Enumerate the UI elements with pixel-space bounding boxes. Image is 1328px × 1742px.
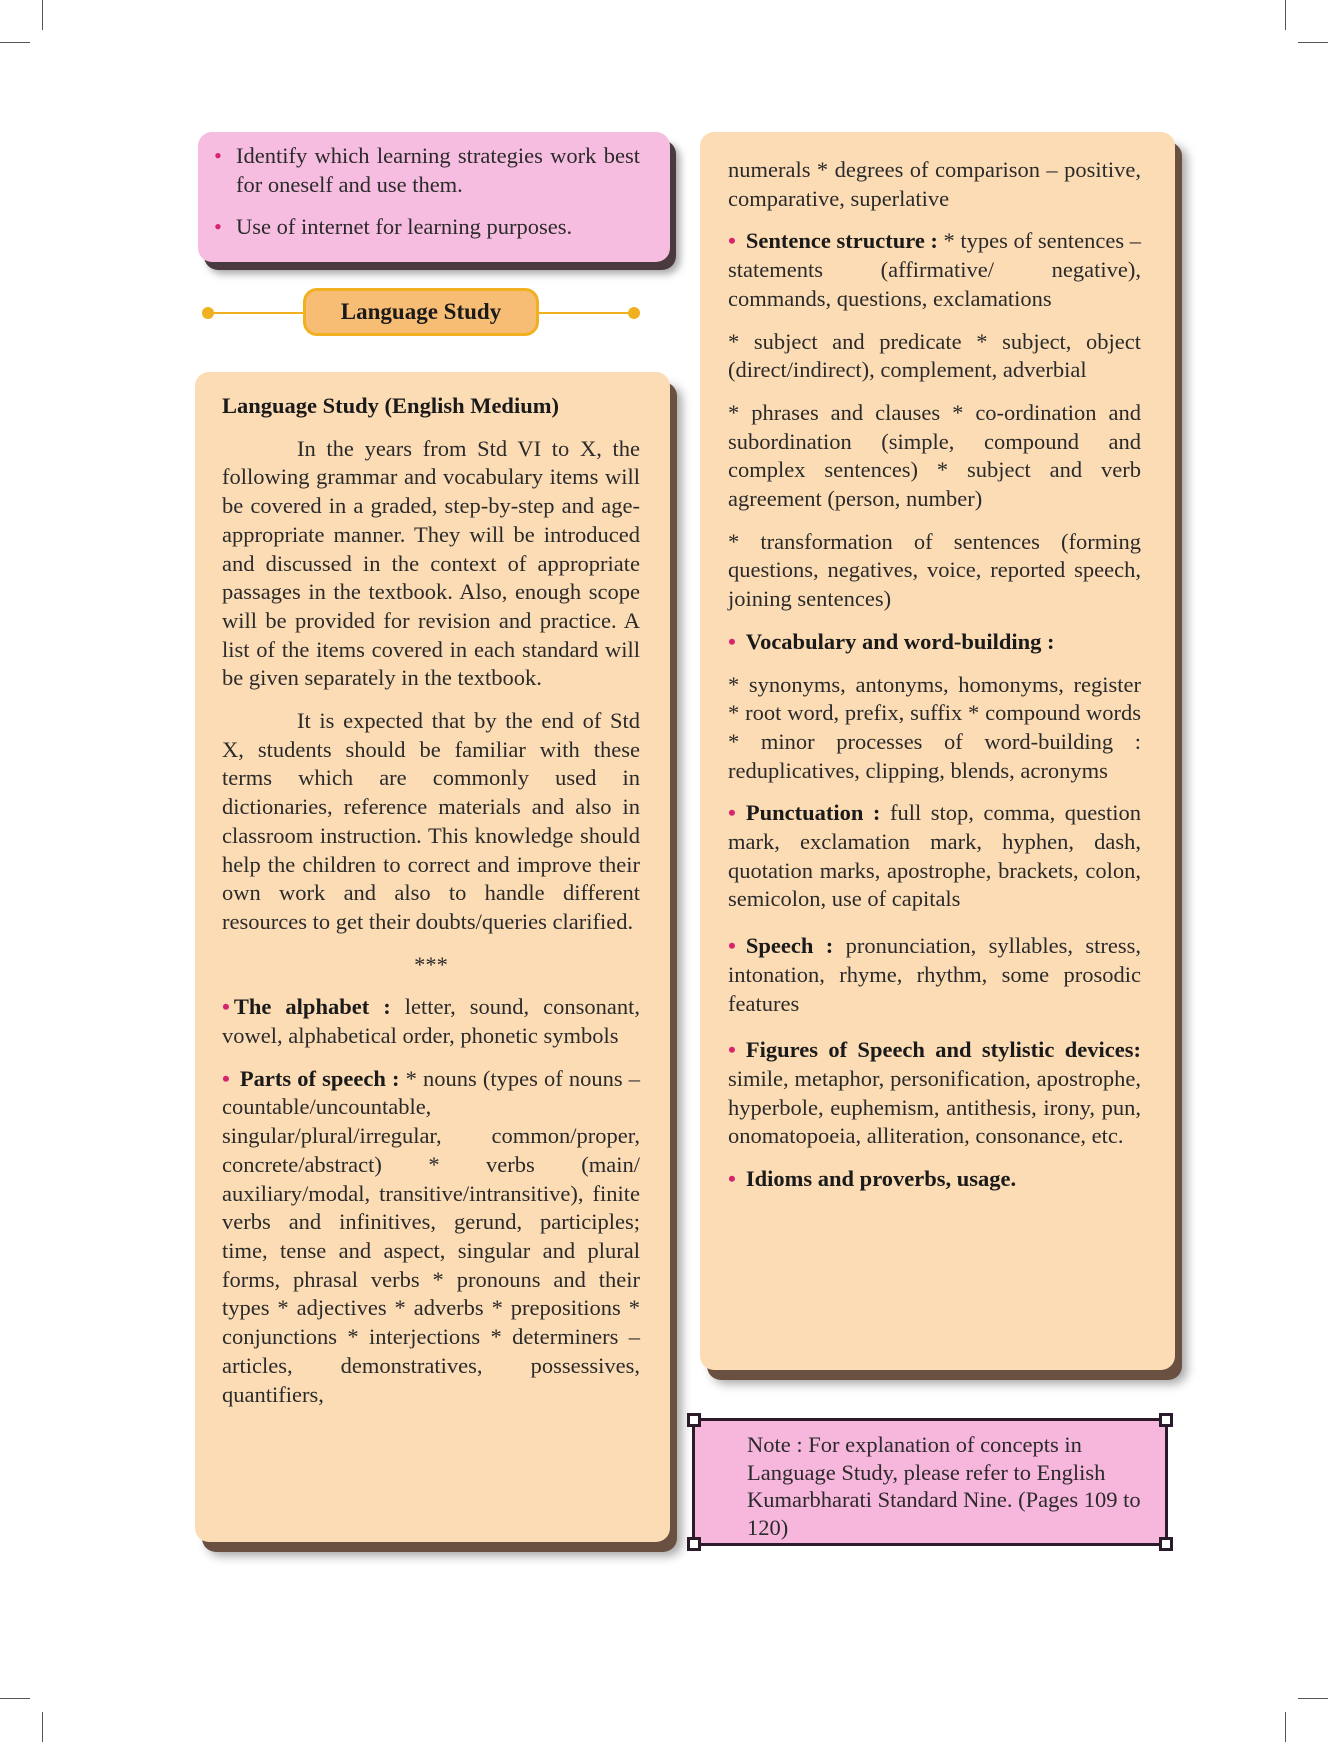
note-box	[692, 1418, 1168, 1546]
crop-mark	[1285, 0, 1286, 30]
crop-mark	[1285, 1712, 1286, 1742]
crop-mark	[42, 1712, 43, 1742]
parts-of-speech-item: • Parts of speech : * nouns (types of nouns – countable/uncountable, singular/plural/irregular, common/proper, concrete/abstract) * verbs (main/ auxiliary/modal, transitive/intransitive), finite verbs and infinitives, gerund, participles; time, tense and aspect, singular and plural forms, phrasal verbs * pronouns and their types * adjectives * adverbs * prepositions * conjunctions * interjections * determiners – articles, demonstratives, possessives, quantifiers,	[222, 1065, 641, 1407]
bullet-icon: •	[728, 1166, 736, 1192]
intro-paragraph: In the years from Std VI to X, the following grammar and vocabulary items will be covered in a graded, step-by-step and age-appropriate manner. They will be introduced and discussed in the context of appropriate passages in the textbook. Also, enough scope will be provided for revision and practice. A list of the items covered in each standard will be given separately in the textbook.	[222, 435, 640, 691]
continued-text: numerals * degrees of comparison – positive, comparative, superlative	[728, 157, 1141, 211]
heading-rule-dot	[202, 307, 214, 319]
corner-ornament	[687, 1537, 701, 1551]
language-study-left-box	[195, 372, 670, 1542]
corner-ornament	[1159, 1537, 1173, 1551]
objective-item: • Use of internet for learning purposes.	[206, 213, 640, 242]
punctuation-item: • Punctuation : full stop, comma, question mark, exclamation mark, hyphen, dash, quotation marks, apostrophe, brackets, colon, semicolon, use of capitals	[728, 800, 1142, 912]
speech-item: • Speech : pronunciation, syllables, stress, intonation, rhyme, rhythm, some prosodic features	[728, 933, 1141, 1016]
bullet-icon: •	[728, 800, 736, 826]
bullet-icon: •	[728, 228, 736, 254]
corner-ornament	[687, 1413, 701, 1427]
crop-mark	[1298, 1698, 1328, 1699]
note-text: Note : For explanation of concepts in Language Study, please refer to English Kumarbharati Standard Nine. (Pages 109 to 120)	[747, 1432, 1141, 1540]
sentence-structure-text: * transformation of sentences (forming questions, negatives, voice, reported speech, joining sentences)	[728, 528, 1141, 612]
heading-rule-dot	[628, 307, 640, 319]
bullet-icon: •	[728, 628, 736, 654]
vocabulary-item: • Vocabulary and word-building :	[728, 628, 1055, 654]
figures-of-speech-item: • Figures of Speech and stylistic devices: simile, metaphor, personification, apostrophe, hyperbole, euphemism, antithesis, irony, pun, onomatopoeia, alliteration, consonance, etc.	[728, 1037, 1141, 1149]
alphabet-item: • The alphabet : letter, sound, consonant, vowel, alphabetical order, phonetic symbols	[222, 994, 640, 1049]
bullet-icon: •	[214, 143, 222, 168]
objectives-box	[198, 132, 670, 262]
separator: ***	[414, 951, 448, 977]
bullet-icon: •	[728, 933, 736, 959]
bullet-icon: •	[214, 214, 222, 240]
bullet-icon: •	[728, 1037, 736, 1063]
heading-rule-right	[538, 312, 634, 314]
corner-ornament	[1159, 1413, 1173, 1427]
box-title: Language Study (English Medium)	[222, 393, 559, 418]
language-study-right-box	[700, 132, 1175, 1370]
expectation-paragraph: It is expected that by the end of Std X, students should be familiar with these terms which are commonly used in dictionaries, reference materials and also in classroom instruction. This knowledge should help the children to correct and improve their own work and also to handle different resources to get their doubts/queries clarified.	[222, 708, 640, 934]
crop-mark	[0, 1698, 30, 1699]
sentence-structure-text: * subject and predicate * subject, object (direct/indirect), complement, adverbial	[728, 328, 1141, 383]
crop-mark	[0, 42, 30, 43]
bullet-icon: •	[222, 1065, 230, 1091]
sentence-structure-text: * phrases and clauses * co-ordination and subordination (simple, compound and complex sentences) * subject and verb agreement (person, number)	[728, 399, 1141, 512]
idioms-item: • Idioms and proverbs, usage.	[728, 1166, 1017, 1192]
crop-mark	[1298, 42, 1328, 43]
objective-item: • Identify which learning strategies work best for oneself and use them.	[214, 143, 640, 197]
bullet-icon: •	[222, 994, 230, 1020]
heading-rule-left	[208, 312, 304, 314]
section-heading: Language Study	[303, 288, 539, 336]
sentence-structure-item: • Sentence structure : * types of sentences – statements (affirmative/ negative), commands, questions, exclamations	[728, 228, 1141, 311]
vocabulary-text: * synonyms, antonyms, homonyms, register * root word, prefix, suffix * compound words * minor processes of word-building : reduplicatives, clipping, blends, acronyms	[728, 671, 1141, 783]
crop-mark	[42, 0, 43, 30]
